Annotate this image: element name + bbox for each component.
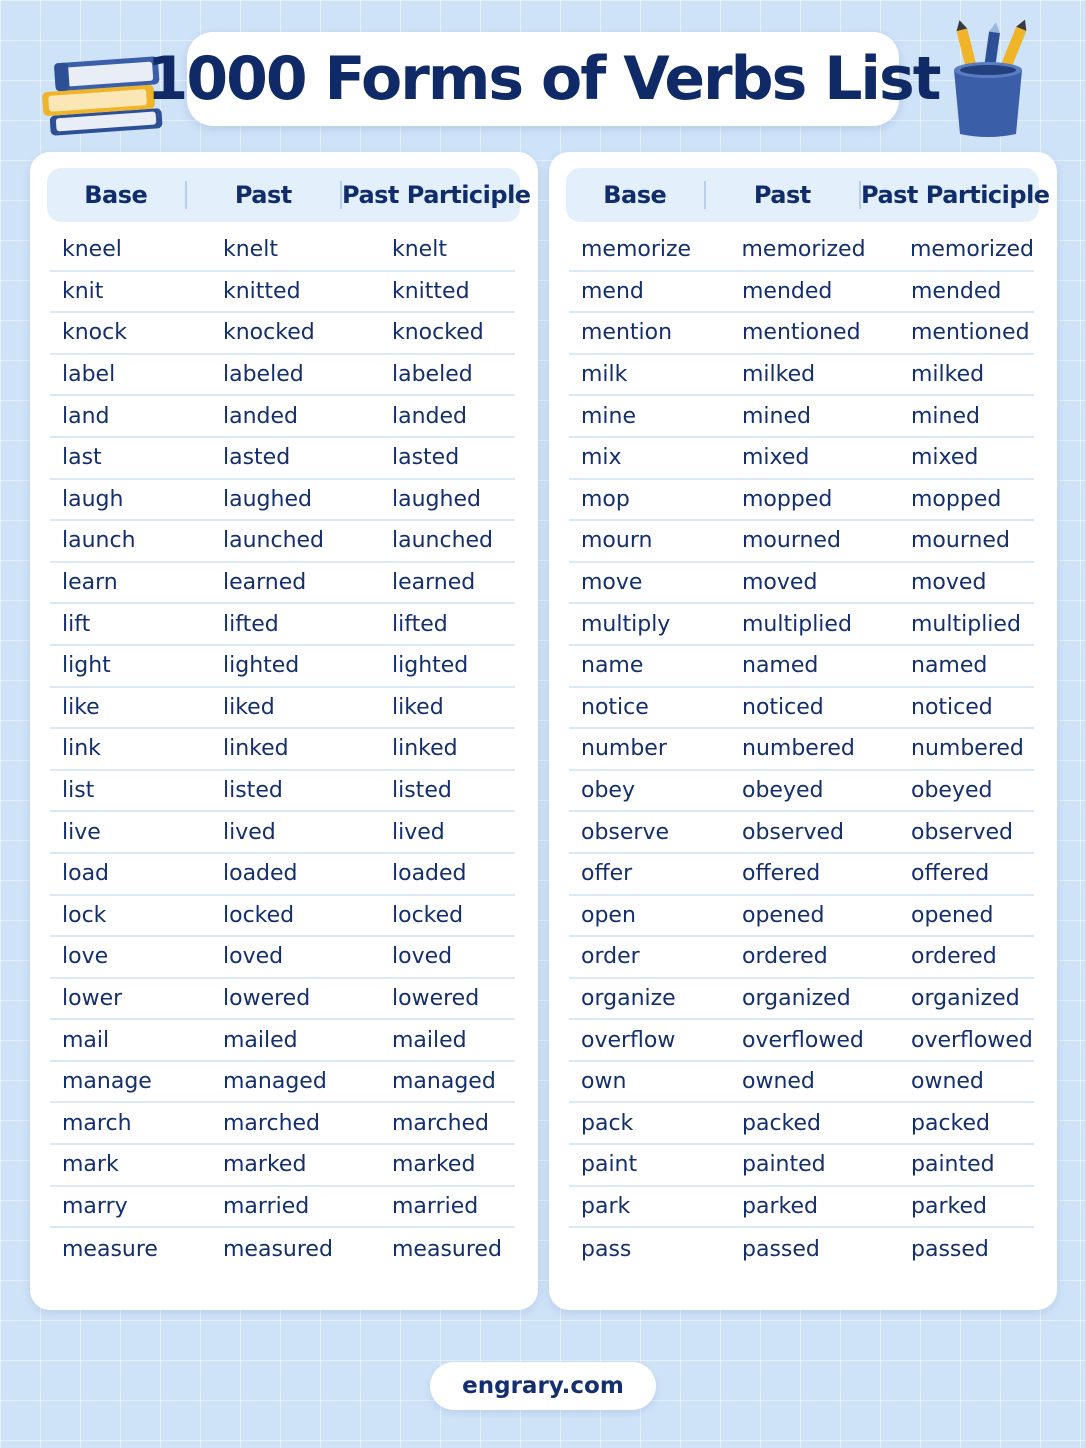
cell-past: landed [223,403,299,429]
cell-base: mend [581,278,644,304]
cell-past-participle: mended [911,278,1002,304]
table-row [569,480,1034,522]
cell-base: paint [581,1152,638,1178]
header-past-participle: Past Participle [861,181,1050,209]
cell-base: mop [581,486,630,512]
table-row [569,854,1034,896]
cell-past: launched [223,528,325,554]
cell-past: multiplied [742,611,852,637]
cell-past-participle: landed [392,403,468,429]
table-row [50,230,515,272]
cell-past: mourned [742,528,841,554]
cell-past: labeled [223,362,304,388]
cell-base: memorize [581,237,692,263]
table-row [569,1228,1034,1270]
cell-past-participle: offered [911,861,990,887]
cell-base: mail [62,1027,110,1053]
cell-past-participle: learned [392,570,476,596]
cell-base: lift [62,611,91,637]
cell-base: offer [581,861,633,887]
table-row [50,355,515,397]
cell-past: memorized [741,237,866,263]
cell-base: overflow [581,1027,676,1053]
table-body [569,230,1034,1270]
table-row [569,688,1034,730]
table-row [50,563,515,605]
table-row [569,313,1034,355]
cell-past: obeyed [742,778,824,804]
cell-past-participle: mentioned [911,320,1030,346]
cell-base: list [62,778,95,804]
cell-past-participle: lasted [392,445,460,471]
cell-base: love [62,944,109,970]
table-body [50,230,515,1270]
cell-base: knit [62,278,104,304]
cell-past: mailed [223,1027,298,1053]
cell-past-participle: lighted [392,653,469,679]
cell-past: learned [223,570,307,596]
cell-base: obey [581,778,635,804]
cell-past: owned [742,1069,815,1095]
cell-past: measured [223,1236,333,1262]
cell-base: mention [581,320,673,346]
cell-past: mentioned [742,320,861,346]
cell-past-participle: mopped [911,486,1002,512]
cell-base: knock [62,320,127,346]
cell-base: land [62,403,110,429]
table-row [569,563,1034,605]
cell-base: open [581,902,636,928]
cell-past-participle: loved [392,944,453,970]
cell-past-participle: marked [392,1152,476,1178]
table-header [566,168,1050,222]
header-past: Past [187,181,342,209]
cell-past-participle: launched [392,528,494,554]
cell-past-participle: numbered [911,736,1024,762]
table-row [50,979,515,1021]
title-banner [146,32,940,126]
cell-base: organize [581,985,676,1011]
pencil-cup-icon [946,18,1030,140]
table-row [50,604,515,646]
cell-past-participle: lowered [392,985,480,1011]
table-row [569,896,1034,938]
cell-base: park [581,1193,631,1219]
cell-past: named [742,653,819,679]
cell-past: listed [223,778,283,804]
table-row [569,396,1034,438]
cell-past-participle: packed [911,1110,990,1136]
cell-past: lifted [223,611,279,637]
cell-past: locked [223,902,295,928]
cell-past-participle: organized [911,985,1020,1011]
cell-past-participle: obeyed [911,778,993,804]
table-row [50,521,515,563]
cell-past-participle: moved [911,570,987,596]
cell-base: mark [62,1152,119,1178]
cell-past-participle: mailed [392,1027,467,1053]
cell-base: pack [581,1110,634,1136]
cell-past: knelt [223,237,278,263]
header-base: Base [566,181,706,209]
cell-past-participle: knitted [392,278,470,304]
table-row [50,1062,515,1104]
cell-past-participle: lived [392,819,445,845]
cell-past: overflowed [742,1027,864,1053]
cell-past: knitted [223,278,301,304]
cell-past-participle: parked [911,1193,987,1219]
table-header [47,168,531,222]
cell-past: lighted [223,653,300,679]
table-row [569,355,1034,397]
table-row [50,812,515,854]
cell-past-participle: ordered [911,944,997,970]
header-past: Past [706,181,861,209]
cell-base: order [581,944,640,970]
table-row [569,812,1034,854]
cell-past-participle: noticed [911,694,993,720]
table-row [50,896,515,938]
table-row [569,1187,1034,1229]
website-badge: engrary.com [430,1362,656,1410]
cell-past: loaded [223,861,298,887]
cell-past: milked [742,362,816,388]
table-row [569,771,1034,813]
cell-past-participle: opened [911,902,994,928]
cell-past-participle: multiplied [911,611,1021,637]
cell-base: number [581,736,667,762]
cell-past: parked [742,1193,818,1219]
table-row [50,438,515,480]
cell-past: mopped [742,486,833,512]
table-row [569,272,1034,314]
header-past-participle: Past Participle [342,181,531,209]
table-row [50,854,515,896]
cell-past-participle: lifted [392,611,448,637]
cell-base: live [62,819,101,845]
cell-past-participle: knelt [392,237,447,263]
cell-base: kneel [62,237,122,263]
cell-base: lock [62,902,107,928]
cell-past: married [223,1193,310,1219]
cell-past-participle: locked [392,902,464,928]
table-row [50,1103,515,1145]
table-row [569,604,1034,646]
cell-past: lived [223,819,276,845]
cell-past: mixed [742,445,810,471]
table-row [569,1020,1034,1062]
cell-base: march [62,1110,132,1136]
table-row [569,729,1034,771]
cell-past-participle: owned [911,1069,984,1095]
cell-past-participle: mixed [911,445,979,471]
table-row [569,646,1034,688]
cell-past: linked [223,736,289,762]
table-row [50,272,515,314]
cell-past-participle: loaded [392,861,467,887]
cell-base: milk [581,362,628,388]
cell-base: pass [581,1236,632,1262]
cell-past-participle: labeled [392,362,473,388]
cell-past: ordered [742,944,828,970]
table-row [569,1145,1034,1187]
cell-past-participle: milked [911,362,985,388]
table-row [50,688,515,730]
cell-past-participle: mourned [911,528,1010,554]
cell-base: marry [62,1193,128,1219]
cell-base: mine [581,403,637,429]
cell-past: lasted [223,445,291,471]
table-row [569,230,1034,272]
cell-past: numbered [742,736,855,762]
cell-past: marked [223,1152,307,1178]
verb-table-right [549,152,1057,1310]
cell-past: loved [223,944,284,970]
cell-base: link [62,736,101,762]
cell-past-participle: passed [911,1236,989,1262]
cell-base: manage [62,1069,152,1095]
table-row [50,313,515,355]
cell-past-participle: memorized [909,237,1034,263]
table-row [50,1187,515,1229]
cell-past: noticed [742,694,824,720]
cell-past: liked [223,694,275,720]
cell-base: learn [62,570,118,596]
cell-past-participle: managed [392,1069,496,1095]
cell-base: measure [62,1236,158,1262]
table-row [50,396,515,438]
cell-base: label [62,362,116,388]
cell-base: observe [581,819,670,845]
cell-past-participle: married [392,1193,479,1219]
cell-past: packed [742,1110,821,1136]
header-base: Base [47,181,187,209]
cell-past: observed [742,819,844,845]
cell-base: load [62,861,110,887]
cell-past: opened [742,902,825,928]
table-row [569,979,1034,1021]
cell-past-participle: measured [392,1236,502,1262]
cell-base: name [581,653,644,679]
cell-past: lowered [223,985,311,1011]
table-row [50,1145,515,1187]
cell-base: like [62,694,100,720]
cell-past-participle: marched [392,1110,490,1136]
cell-base: own [581,1069,627,1095]
table-row [569,438,1034,480]
cell-past: knocked [223,320,315,346]
cell-past: passed [742,1236,820,1262]
cell-past: marched [223,1110,321,1136]
cell-past-participle: liked [392,694,444,720]
cell-base: mix [581,445,622,471]
table-row [50,646,515,688]
cell-past: offered [742,861,821,887]
table-row [569,1103,1034,1145]
cell-past-participle: observed [911,819,1013,845]
table-row [50,729,515,771]
cell-past-participle: painted [911,1152,995,1178]
cell-base: lower [62,985,123,1011]
cell-past: mended [742,278,833,304]
verb-table-left [30,152,538,1310]
cell-past-participle: laughed [392,486,481,512]
cell-past: mined [742,403,811,429]
cell-past: moved [742,570,818,596]
table-row [569,1062,1034,1104]
cell-past-participle: overflowed [911,1027,1033,1053]
table-row [569,937,1034,979]
cell-base: light [62,653,111,679]
cell-past-participle: named [911,653,988,679]
cell-past: laughed [223,486,312,512]
cell-base: laugh [62,486,124,512]
table-row [50,1020,515,1062]
cell-base: move [581,570,643,596]
cell-past-participle: knocked [392,320,484,346]
cell-base: multiply [581,611,671,637]
cell-base: last [62,445,102,471]
cell-base: launch [62,528,136,554]
page-title: 1000 Forms of Verbs List [146,44,940,114]
cell-past: painted [742,1152,826,1178]
table-row [50,771,515,813]
cell-past: managed [223,1069,327,1095]
cell-past-participle: listed [392,778,452,804]
table-row [50,937,515,979]
table-row [569,521,1034,563]
cell-past-participle: linked [392,736,458,762]
cell-past-participle: mined [911,403,980,429]
cell-base: notice [581,694,649,720]
table-row [50,480,515,522]
table-row [50,1228,515,1270]
cell-base: mourn [581,528,653,554]
cell-past: organized [742,985,851,1011]
